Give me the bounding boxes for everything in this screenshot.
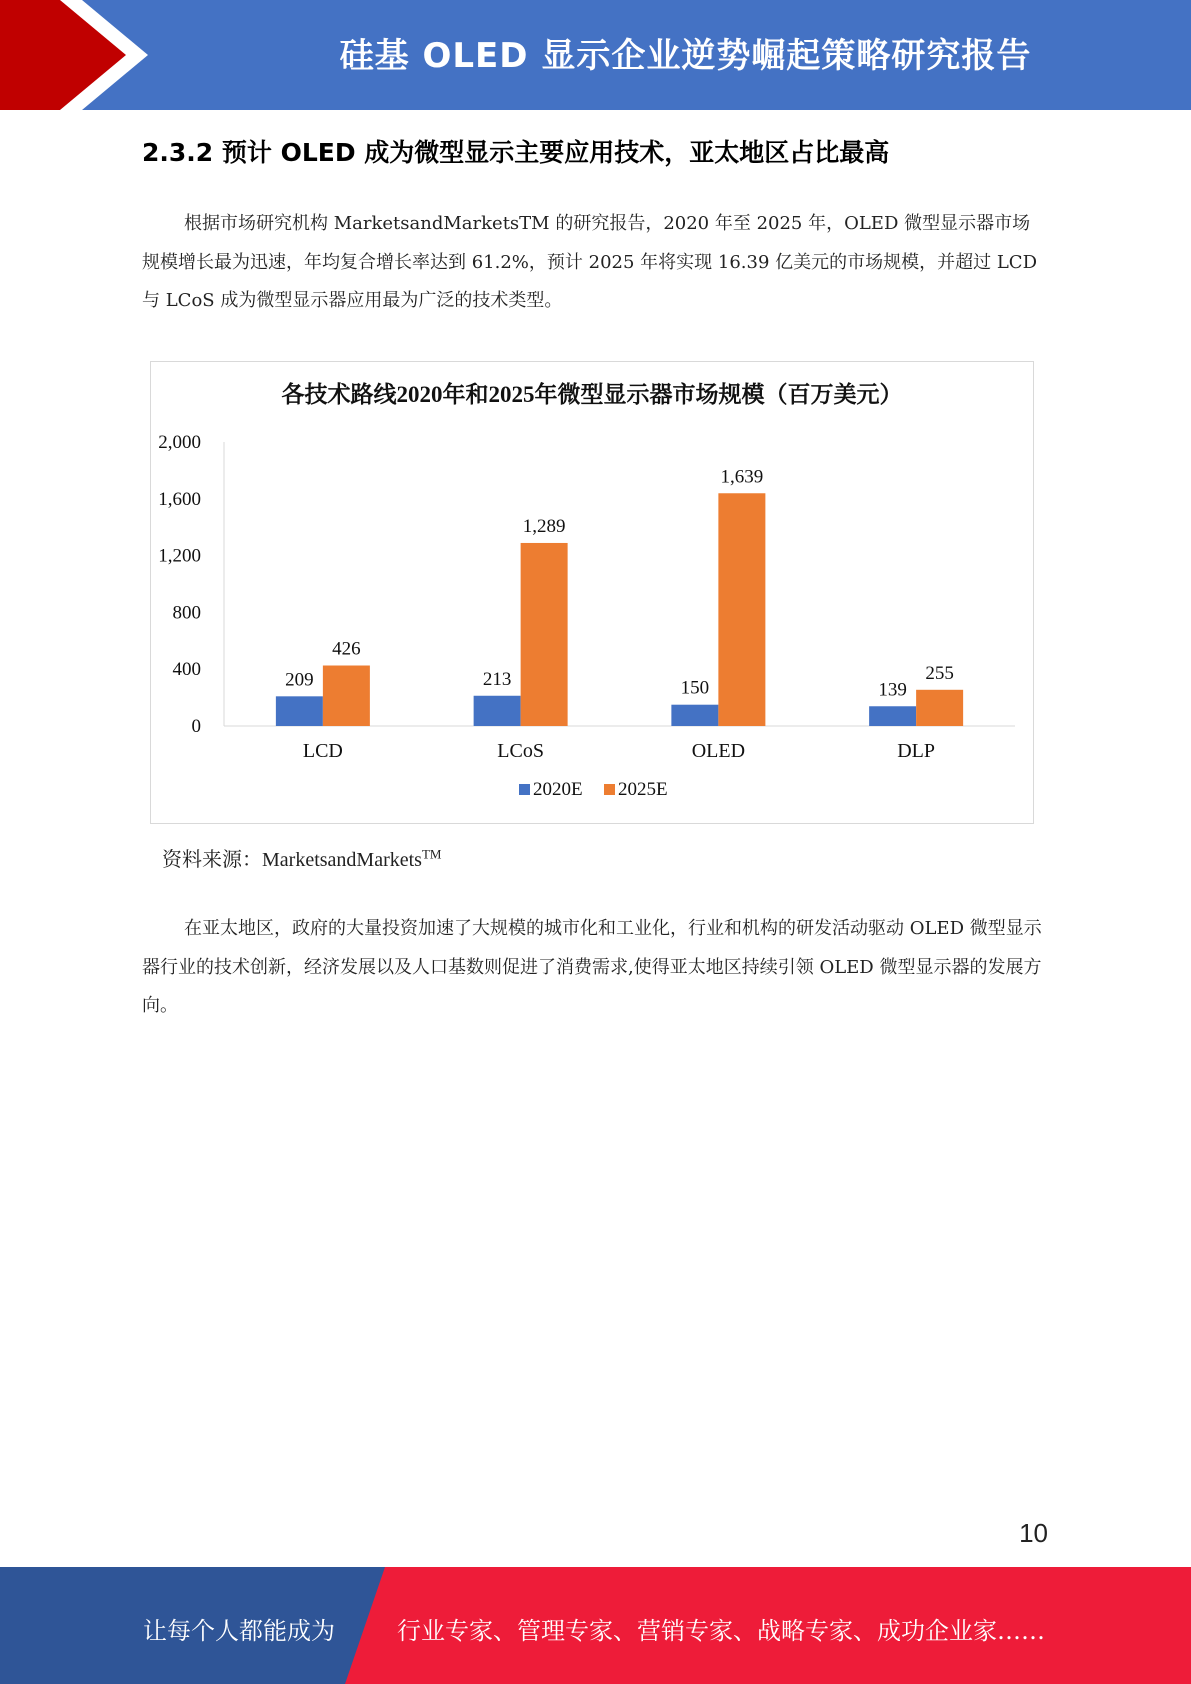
legend-label-2025e: 2025E bbox=[618, 779, 668, 800]
bar-dlp-2020e bbox=[869, 706, 916, 726]
legend-label-2020e: 2020E bbox=[533, 779, 583, 800]
bar-chart bbox=[151, 362, 1033, 823]
data-label: 1,639 bbox=[720, 466, 764, 488]
bar-dlp-2025e bbox=[916, 690, 963, 726]
data-label: 1,289 bbox=[522, 515, 566, 537]
bar-lcd-2025e bbox=[323, 666, 370, 726]
bar-lcos-2025e bbox=[521, 543, 568, 726]
footer-slogan-left: 让每个人都能成为 bbox=[143, 1617, 335, 1645]
header-arrow-decoration bbox=[0, 0, 170, 110]
y-tick-label: 2,000 bbox=[158, 432, 201, 453]
paragraph-market-growth: 根据市场研究机构 MarketsandMarketsTM 的研究报告，2020 年至 2025 年，OLED 微型显示器市场规模增长最为迅速，年均复合增长率达到 61.2%，预计 2025 年将实现 16.39 亿美元的市场规模，并超过 LCD 与 LCoS 成为微型显示器应用最为广泛的技术类型。 bbox=[142, 213, 1038, 311]
y-tick-label: 1,200 bbox=[158, 545, 201, 567]
bar-lcd-2020e bbox=[276, 696, 323, 726]
source-trademark: TM bbox=[421, 846, 442, 862]
section-heading: 2.3.2 预计 OLED 成为微型显示主要应用技术，亚太地区占比最高 bbox=[142, 138, 890, 167]
x-tick-label: OLED bbox=[691, 740, 746, 762]
header-banner bbox=[0, 0, 1191, 110]
legend-swatch-2025e bbox=[604, 784, 615, 795]
chart-title: 各技术路线2020年和2025年微型显示器市场规模（百万美元） bbox=[281, 382, 903, 407]
data-label: 139 bbox=[878, 679, 907, 701]
report-title: 硅基 OLED 显示企业逆势崛起策略研究报告 bbox=[339, 36, 1032, 76]
footer-slogan-right: 行业专家、管理专家、营销专家、战略专家、成功企业家…… bbox=[397, 1617, 1045, 1645]
header-red-chevron bbox=[0, 0, 145, 110]
y-tick-label: 0 bbox=[191, 716, 201, 737]
bar-chart-container bbox=[150, 361, 1034, 824]
y-tick-label: 400 bbox=[172, 659, 201, 681]
x-tick-label: LCoS bbox=[497, 740, 544, 762]
data-label: 209 bbox=[285, 669, 314, 691]
y-tick-label: 800 bbox=[172, 602, 201, 624]
paragraph-asia-pacific: 在亚太地区，政府的大量投资加速了大规模的城市化和工业化，行业和机构的研发活动驱动 OLED 微型显示器行业的技术创新，经济发展以及人口基数则促进了消费需求,使得亚太地区持续引领 OLED 微型显示器的发展方向。 bbox=[142, 918, 1042, 1016]
x-tick-label: DLP bbox=[897, 740, 936, 762]
source-label: 资料来源：MarketsandMarkets bbox=[162, 849, 422, 871]
page-number: 10 bbox=[1019, 1518, 1048, 1548]
data-label: 255 bbox=[925, 662, 954, 684]
chart-source bbox=[162, 843, 441, 872]
data-label: 426 bbox=[332, 638, 361, 660]
footer-banner bbox=[0, 1567, 1191, 1684]
bar-lcos-2020e bbox=[474, 696, 521, 726]
y-tick-label: 1,600 bbox=[158, 488, 201, 510]
data-label: 213 bbox=[482, 668, 512, 690]
legend-swatch-2020e bbox=[519, 784, 530, 795]
data-label: 150 bbox=[680, 677, 710, 699]
bar-oled-2025e bbox=[718, 493, 765, 726]
x-tick-label: LCD bbox=[302, 740, 343, 762]
bar-oled-2020e bbox=[671, 705, 718, 726]
